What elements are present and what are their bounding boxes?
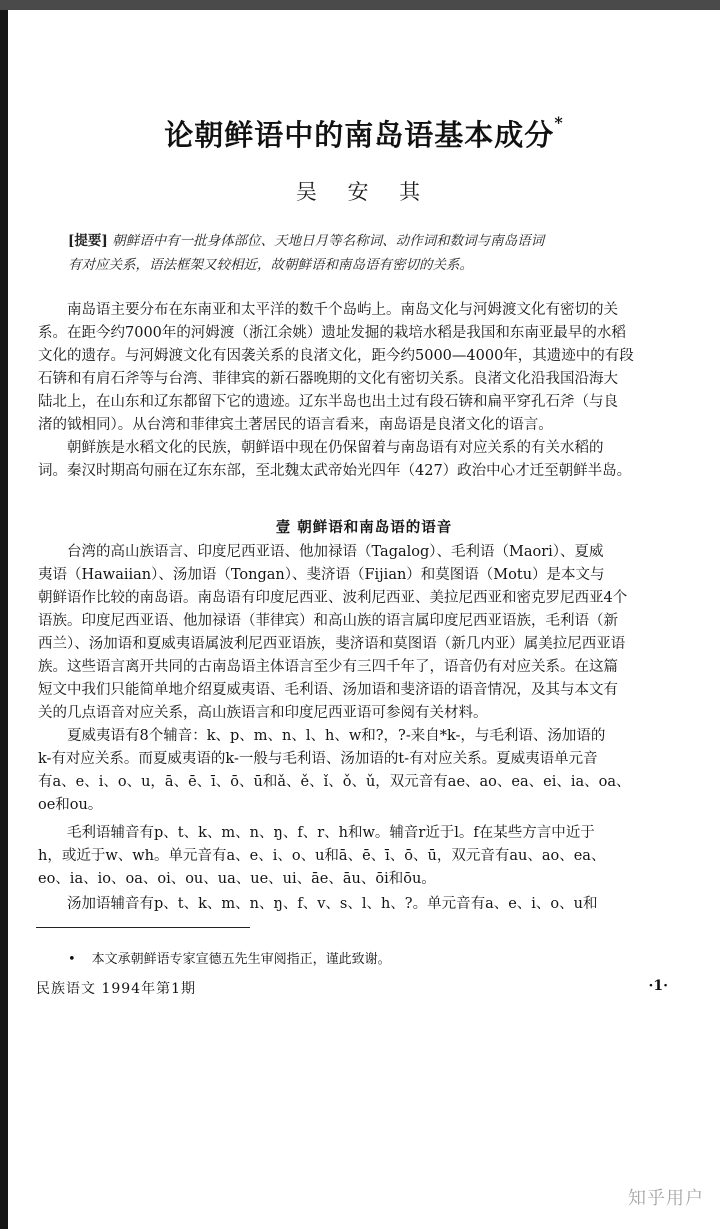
text-line: 朝鲜族是水稻文化的民族，朝鲜语中现在仍保留着与南岛语有对应关系的有关水稻的 xyxy=(67,440,604,456)
text-line: 石锛和有肩石斧等与台湾、菲律宾的新石器晚期的文化有密切关系。良渚文化沿我国沿海大 xyxy=(38,371,618,387)
text-line: 短文中我们只能简单地介绍夏威夷语、毛利语、汤加语和斐济语的语音情况，及其与本文有 xyxy=(38,682,618,698)
text-line: 语族。印度尼西亚语、他加禄语（菲律宾）和高山族的语言属印度尼西亚语族，毛利语（新 xyxy=(38,613,618,629)
footnote-rule xyxy=(36,927,250,928)
intro-paragraph-1 xyxy=(38,299,690,437)
abstract-line-2: 有对应关系，语法框架又较相近，故朝鲜语和南岛语有密切的关系。 xyxy=(68,257,473,273)
section1-paragraph-3 xyxy=(38,822,690,891)
text-line: 台湾的高山族语言、印度尼西亚语、他加禄语（Tagalog）、毛利语（Maori）、夏威 xyxy=(67,544,604,560)
text-line: 系。在距今约7000年的河姆渡（浙江余姚）遗址发掘的栽培水稻是我国和东南亚最早的水稻 xyxy=(38,325,626,341)
title-footnote-mark: * xyxy=(554,113,564,132)
document-page xyxy=(8,10,720,1229)
section-heading: 壹 朝鲜语和南岛语的语音 xyxy=(275,519,453,536)
article-title-text: 论朝鲜语中的南岛语基本成分 xyxy=(164,118,555,152)
section1-paragraph-4 xyxy=(38,893,690,916)
abstract-line-1 xyxy=(68,229,653,253)
text-line: 陆北上，在山东和辽东都留下它的遗迹。辽东半岛也出土过有段石锛和扁平穿孔石斧（与良 xyxy=(38,394,618,410)
abstract xyxy=(68,229,653,277)
text-line: 有a、e、i、o、u，ā、ē、ī、ō、ū和ǎ、ě、ǐ、ǒ、ǔ，双元音有ae、ao、ea、ei、ia、oa、 xyxy=(38,774,631,790)
text-line: 词。秦汉时期高句丽在辽东东部，至北魏太武帝始光四年（427）政治中心才迁至朝鲜半岛。 xyxy=(38,463,632,479)
text-line: 南岛语主要分布在东南亚和太平洋的数千个岛屿上。南岛文化与河姆渡文化有密切的关 xyxy=(67,302,618,318)
journal-citation: 民族语文 1994年第1期 xyxy=(36,981,196,997)
text-line: 关的几点语音对应关系，高山族语言和印度尼西亚语可参阅有关材料。 xyxy=(38,705,488,721)
text-line: 汤加语辅音有p、t、k、m、n、ŋ、f、v、s、l、h、?。单元音有a、e、i、o、u和 xyxy=(67,896,598,912)
abstract-label: [提要] xyxy=(68,233,108,249)
text-line: 西兰）、汤加语和夏威夷语属波利尼西亚语族，斐济语和莫图语（新几内亚）属美拉尼西亚语 xyxy=(38,636,626,652)
intro-paragraph-2 xyxy=(38,437,690,483)
abstract-text-1: 朝鲜语中有一批身体部位、天地日月等名称词、动作词和数词与南岛语词 xyxy=(112,233,545,249)
text-line: 夷语（Hawaiian）、汤加语（Tongan）、斐济语（Fijian）和莫图语（Motu）是本文与 xyxy=(38,567,605,583)
text-line: eo、ia、io、oa、oi、ou、ua、ue、ui、āe、āu、ōi和ōu。 xyxy=(38,871,436,887)
page-number: ·1· xyxy=(648,978,668,994)
footnote xyxy=(68,948,391,967)
text-line: 文化的遗存。与河姆渡文化有因袭关系的良渚文化，距今约5000—4000年，其遗迹中的有段 xyxy=(38,348,634,364)
text-line: h，或近于w、wh。单元音有a、e、i、o、u和ā、ē、ī、ō、ū，双元音有au、ao、ea、 xyxy=(38,848,606,864)
article-author: 吴 安 其 xyxy=(295,180,433,204)
text-line: 渚的钺相同）。从台湾和菲律宾土著居民的语言看来，南岛语是良渚文化的语言。 xyxy=(38,417,553,433)
footnote-text: 本文承朝鲜语专家宣德五先生审阅指正，谨此致谢。 xyxy=(91,952,391,967)
watermark-text: 知乎用户 xyxy=(628,1188,704,1209)
viewer-top-bar xyxy=(0,0,720,10)
footnote-bullet: • xyxy=(68,952,76,967)
text-line: 夏威夷语有8个辅音：k、p、m、n、l、h、w和?，?-来自*k-，与毛利语、汤加语的 xyxy=(67,728,606,744)
text-line: 毛利语辅音有p、t、k、m、n、ŋ、f、r、h和w。辅音r近于l。f在某些方言中近于 xyxy=(67,825,595,841)
section1-paragraph-2 xyxy=(38,725,690,817)
text-line: 朝鲜语作比较的南岛语。南岛语有印度尼西亚、波利尼西亚、美拉尼西亚和密克罗尼西亚4个 xyxy=(38,590,628,606)
text-line: k-有对应关系。而夏威夷语的k-一般与毛利语、汤加语的t-有对应关系。夏威夷语单元音 xyxy=(38,751,598,767)
article-title xyxy=(8,113,720,154)
section1-paragraph-1 xyxy=(38,541,690,725)
text-line: oe和ou。 xyxy=(38,797,103,813)
text-line: 族。这些语言离开共同的古南岛语主体语言至少有三四千年了，语音仍有对应关系。在这篇 xyxy=(38,659,618,675)
